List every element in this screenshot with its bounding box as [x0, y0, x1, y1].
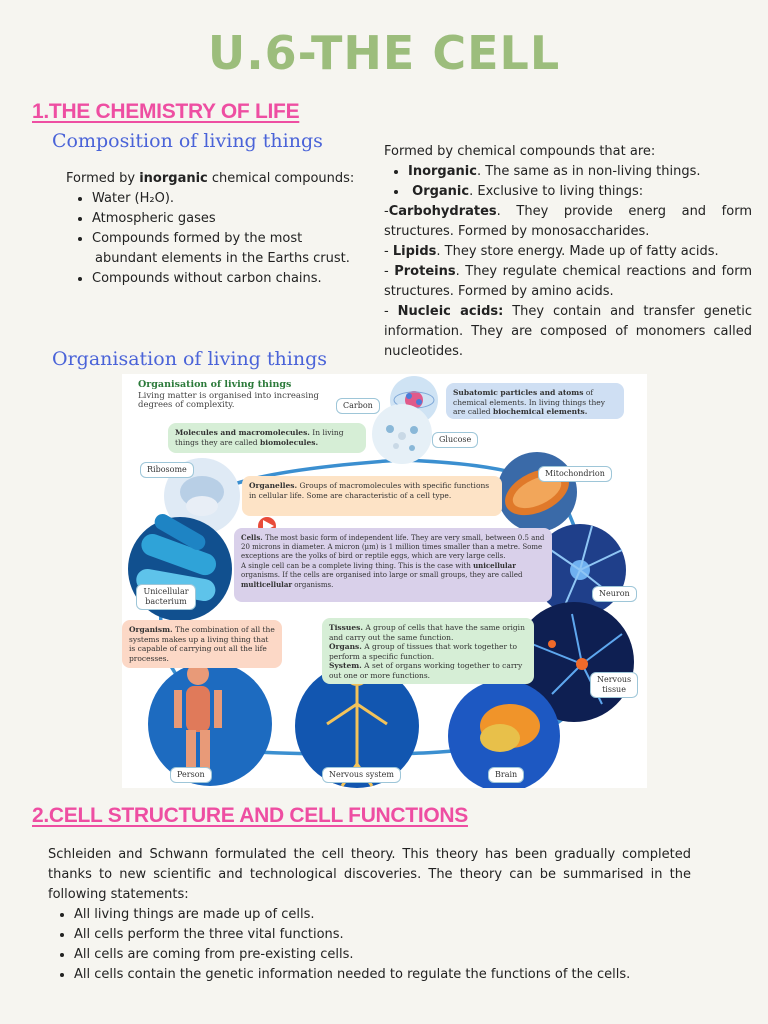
right-intro: Formed by chemical compounds that are:	[384, 144, 656, 159]
subatomic-box: Subatomic particles and atoms of chemical elements. In living things they are called biochemical elements.	[446, 383, 624, 419]
glucose-molecule-image	[372, 404, 432, 464]
organisation-diagram	[122, 374, 647, 788]
label-glucose: Glucose	[432, 432, 478, 448]
label-brain: Brain	[488, 767, 524, 783]
right-column-block	[384, 142, 752, 362]
label-neuron: Neuron	[592, 586, 637, 602]
label-carbon: Carbon	[336, 398, 380, 414]
cell-theory-block	[48, 845, 691, 985]
person-image	[148, 662, 272, 786]
mitochondrion-image	[497, 452, 577, 532]
organism-box: Organism. The combination of all the systems makes up a living thing that is capable of carrying out all the life processes.	[122, 620, 282, 668]
label-person: Person	[170, 767, 212, 783]
label-ribosome: Ribosome	[140, 462, 194, 478]
list-item-inorganic: • Inorganic. The same as in non-living things.	[408, 162, 752, 182]
list-item: • All living things are made up of cells.	[74, 905, 691, 925]
composition-list	[66, 189, 366, 289]
list-item: • Compounds formed by the most	[92, 229, 366, 249]
diagram-title: Organisation of living things	[138, 379, 292, 390]
composition-intro: Formed by inorganic chemical compounds:	[66, 171, 355, 186]
label-nervous-system: Nervous system	[322, 767, 401, 783]
tissues-text: Tissues. A group of cells that have the same origin and carry out the same function.	[329, 623, 525, 642]
carbohydrates-text: -Carbohydrates. They provide energ and form structures. Formed by monosaccharides.	[384, 204, 752, 239]
section-heading-chemistry: 1.THE CHEMISTRY OF LIFE	[32, 100, 300, 123]
list-item-organic: • Organic. Exclusive to living things:	[408, 182, 752, 202]
list-item: • Atmospheric gases	[92, 209, 366, 229]
label-mitochondrion: Mitochondrion	[538, 466, 612, 482]
molecules-box: Molecules and macromolecules. In living things they are called biomolecules.	[168, 423, 366, 453]
section-heading-cell-structure: 2.CELL STRUCTURE AND CELL FUNCTIONS	[32, 804, 468, 827]
list-item: • All cells contain the genetic information needed to regulate the functions of the cells.	[74, 965, 691, 985]
proteins-text: - Proteins. They regulate chemical reactions and form structures. Formed by amino acids.	[384, 264, 752, 299]
page-title: U.6-THE CELL	[207, 26, 561, 80]
list-item: • All cells perform the three vital functions.	[74, 925, 691, 945]
diagram-intro: Living matter is organised into increasing degrees of complexity.	[138, 390, 319, 410]
subheading-organisation: Organisation of living things	[52, 348, 327, 370]
compound-type-list	[384, 162, 752, 202]
cells-box: Cells. The most basic form of independent life. They are very small, between 0.5 and 20 microns in diameter. A micron (µm) is 1 million times smaller than a metre. Some exceptions are the yolks of bird or reptile eggs, which are very large cells. A single cell can be a complete living thing. This is the case with unicellular organisms. If the cells are organised into large or small groups, they are called multicellular organisms.	[234, 528, 552, 602]
lipids-text: - Lipids. They store energy. Made up of fatty acids.	[384, 244, 719, 259]
list-item: • All cells are coming from pre-existing cells.	[74, 945, 691, 965]
cell-theory-list	[48, 905, 691, 985]
system-text: System. A set of organs working together to carry out one or more functions.	[329, 661, 523, 680]
nucleic-acids-text: - Nucleic acids: They contain and transfer genetic information. They are composed of monomers called nucleotides.	[384, 304, 752, 359]
list-item: • Water (H₂O).	[92, 189, 366, 209]
list-item-continuation: abundant elements in the Earths crust.	[95, 251, 350, 266]
label-unicellular-bacterium: Unicellular bacterium	[136, 584, 196, 610]
list-item: • Compounds without carbon chains.	[92, 269, 366, 289]
organelles-box: Organelles. Groups of macromolecules with specific functions in cellular life. Some are characteristic of a cell type.	[242, 476, 502, 516]
tissues-organs-system-box	[322, 618, 534, 684]
cell-theory-paragraph: Schleiden and Schwann formulated the cell theory. This theory has been gradually completed thanks to new scientific and technological discoveries. The theory can be summarised in the following statements:	[48, 847, 691, 902]
organs-text: Organs. A group of tissues that work together to perform a specific function.	[329, 642, 517, 661]
label-nervous-tissue: Nervous tissue	[590, 672, 638, 698]
subheading-composition: Composition of living things	[52, 130, 323, 152]
diagram-heading-block	[132, 377, 352, 414]
composition-block	[66, 169, 366, 289]
